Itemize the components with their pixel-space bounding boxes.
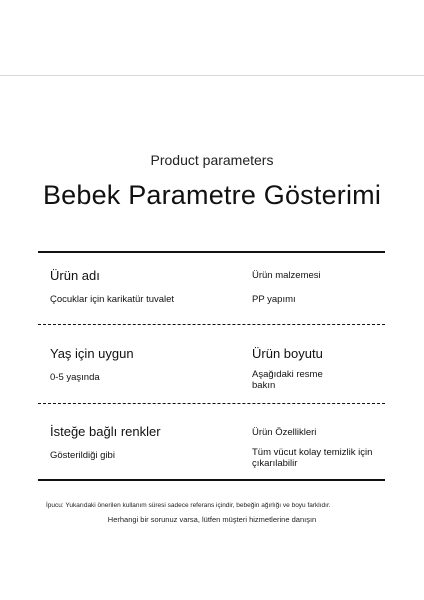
product-features-value: Tüm vücut kolay temizlik için çıkarılabilir <box>252 447 373 470</box>
product-size-label: Ürün boyutu <box>252 346 323 361</box>
product-features-label: Ürün Özellikleri <box>252 427 317 438</box>
product-size-value: Aşağıdaki resme bakın <box>252 369 323 392</box>
page-title: Bebek Parametre Gösterimi <box>42 180 382 210</box>
help-note: Herhangi bir sorunuz varsa, lütfen müşteri hizmetlerine danışın <box>107 515 317 524</box>
row-divider <box>38 403 385 404</box>
optional-colors-value: Gösterildiği gibi <box>50 450 115 461</box>
subtitle: Product parameters <box>150 152 274 168</box>
top-divider <box>0 75 424 76</box>
optional-colors-label: İsteğe bağlı renkler <box>50 424 161 439</box>
product-name-value: Çocuklar için karikatür tuvalet <box>50 294 175 305</box>
product-material-value: PP yapımı <box>252 294 296 305</box>
age-suitable-label: Yaş için uygun <box>50 346 134 361</box>
table-top-rule <box>38 251 385 253</box>
product-name-label: Ürün adı <box>50 268 100 283</box>
row-divider <box>38 324 385 325</box>
tip-note: İpucu: Yukarıdaki önerilen kullanım süresi sadece referans içindir, bebeğin ağırlığı ve boyu farklıdır. <box>46 502 331 509</box>
table-bottom-rule <box>38 479 385 481</box>
age-suitable-value: 0-5 yaşında <box>50 372 100 383</box>
product-material-label: Ürün malzemesi <box>252 270 321 281</box>
